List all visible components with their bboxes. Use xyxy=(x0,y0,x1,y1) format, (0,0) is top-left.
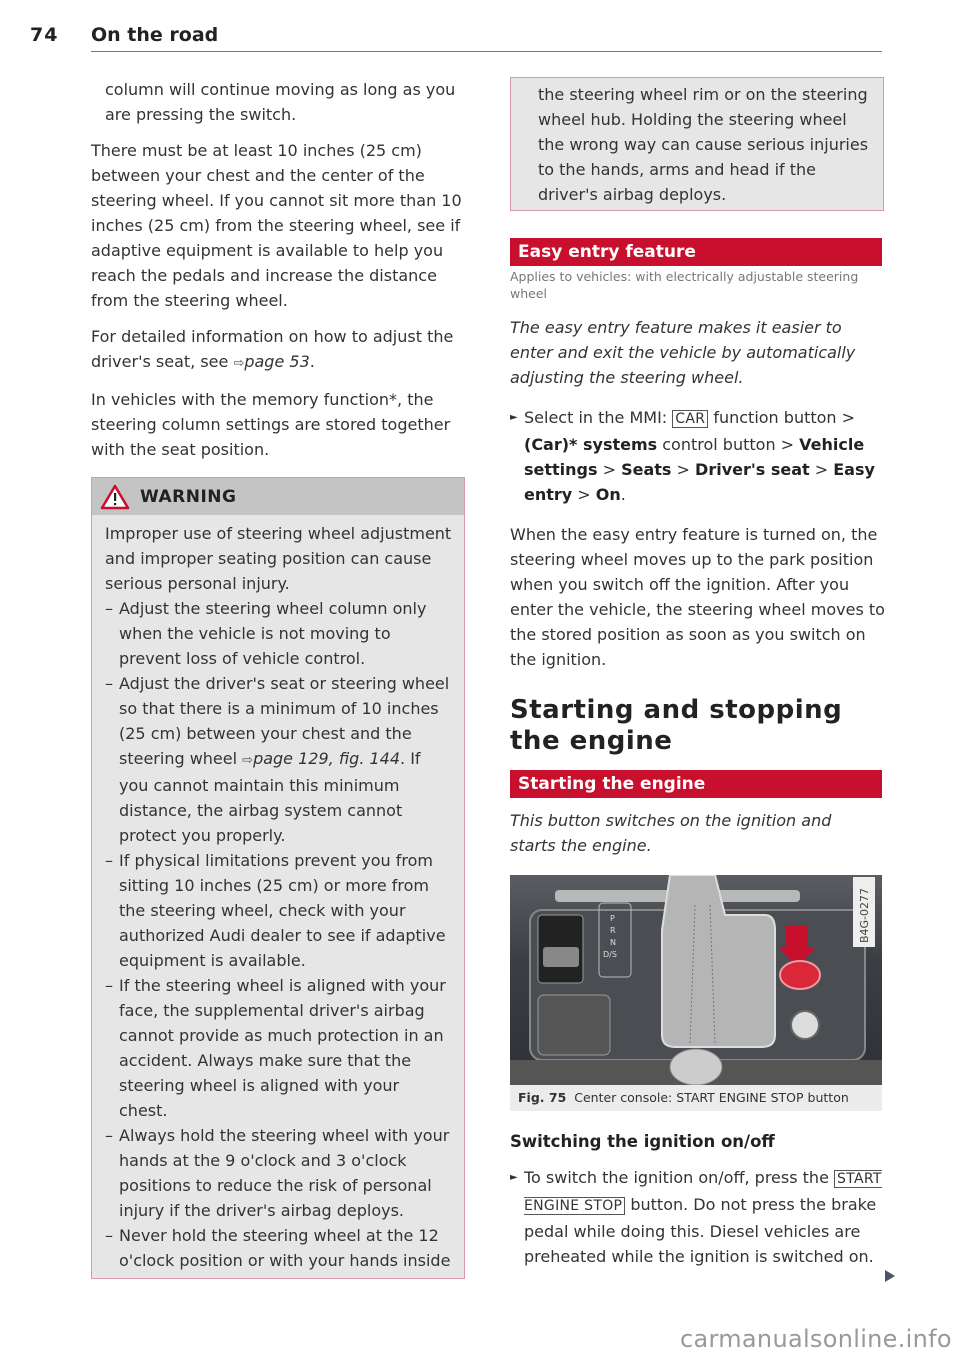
warning-item: – Adjust the driver's seat or steering wheel so that there is a minimum of 10 inches (25 cm) between your chest and the steering wheel ⇨page 129, fig. 144. If you cannot maintain this minimum distance, the airbag system cannot protect you properly. xyxy=(105,674,450,845)
section-title: On the road xyxy=(91,24,219,46)
paragraph-memory: In vehicles with the memory function*, the steering column settings are stored together with the seat position. xyxy=(91,390,451,459)
menu-easy-entry[interactable]: Easy entry xyxy=(524,460,875,504)
applies-to-note: Applies to vehicles: with electrically adjustable steering wheel xyxy=(510,269,859,301)
easy-entry-intro: The easy entry feature makes it easier to enter and exit the vehicle by automatically adjusting the steering wheel. xyxy=(510,318,856,387)
warning-intro: Improper use of steering wheel adjustment and improper seating position can cause serious personal injury. xyxy=(105,524,452,593)
watermark: carmanualsonline.info xyxy=(680,1325,952,1353)
warning-continuation: the steering wheel rim or on the steering wheel hub. Holding the steering wheel the wrong way can cause serious injuries to the hands, arms and head if the driver's airbag deploys. xyxy=(538,85,869,204)
reference-arrow-icon: ⇨ xyxy=(242,753,254,768)
ignition-heading: Switching the ignition on/off xyxy=(510,1132,775,1151)
paragraph-seat-reference: For detailed information on how to adjust the driver's seat, see ⇨page 53. xyxy=(91,327,454,371)
warning-title: WARNING xyxy=(140,486,237,507)
warning-item: – If the steering wheel is aligned with your face, the supplemental driver's airbag cannot provide as much protection in an accident. Always make sure that the steering wheel is aligned with your chest. xyxy=(105,976,446,1120)
easy-entry-content xyxy=(510,315,885,683)
svg-text:D/S: D/S xyxy=(603,950,617,959)
warning-body xyxy=(92,515,464,1279)
mmi-instruction: ► Select in the MMI: CAR function button > (Car)* systems control button > Vehicle settings > Seats > Driver's seat > Easy entry > On. xyxy=(510,405,885,507)
warning-header xyxy=(92,478,464,515)
warning-item: – If physical limitations prevent you from sitting 10 inches (25 cm) or more from the steering wheel, check with your authorized Audi dealer to see if adaptive equipment is available. xyxy=(105,851,446,970)
svg-text:P: P xyxy=(610,914,615,923)
header-divider xyxy=(91,51,882,52)
figure-caption: Fig. 75 Center console: START ENGINE STOP button xyxy=(510,1085,882,1111)
figure-number: Fig. 75 xyxy=(518,1090,567,1105)
easy-entry-heading: Easy entry feature xyxy=(510,238,882,266)
paragraph-continuation: column will continue moving as long as you are pressing the switch. xyxy=(105,80,456,124)
page-link[interactable]: page 53 xyxy=(244,352,310,371)
bullet-triangle-icon: ► xyxy=(510,1172,518,1183)
menu-car-systems[interactable]: (Car)* systems xyxy=(524,435,658,454)
figure-code: B4G-0277 xyxy=(858,887,871,943)
svg-text:N: N xyxy=(610,938,616,947)
warning-item: – Adjust the steering wheel column only when the vehicle is not moving to prevent loss of vehicle control. xyxy=(105,599,427,668)
bullet-triangle-icon: ► xyxy=(510,412,518,423)
center-console-illustration xyxy=(510,875,882,1085)
page-link[interactable]: page 129, fig. 144 xyxy=(253,749,401,768)
easy-entry-description: When the easy entry feature is turned on, the steering wheel moves up to the park position when you switch off the ignition. After you enter the vehicle, the steering wheel moves to the stored position as soon as you switch on the ignition. xyxy=(510,525,885,669)
paragraph-distance: There must be at least 10 inches (25 cm) between your chest and the center of the steering wheel. If you cannot sit more than 10 inches (25 cm) from the steering wheel, see if adaptive equipment is available to help you reach the pedals and increase the distance from the steering wheel. xyxy=(91,141,462,310)
center-console-figure xyxy=(510,875,882,1085)
chapter-heading: Starting and stopping the engine xyxy=(510,695,843,756)
starting-engine-heading: Starting the engine xyxy=(510,770,882,798)
warning-box xyxy=(91,477,465,1279)
ignition-instruction: ► To switch the ignition on/off, press the START ENGINE STOP button. Do not press the brake pedal while doing this. Diesel vehicles are preheated while the ignition is switched on. xyxy=(510,1165,885,1269)
warning-item: – Never hold the steering wheel at the 12 o'clock position or with your hands inside xyxy=(105,1226,451,1270)
left-column xyxy=(91,77,466,473)
warning-item: – Always hold the steering wheel with your hands at the 9 o'clock and 3 o'clock positions to reduce the risk of personal injury if the driver's airbag deploys. xyxy=(105,1126,450,1220)
starting-engine-intro: This button switches on the ignition and starts the engine. xyxy=(510,811,832,855)
menu-drivers-seat[interactable]: Driver's seat xyxy=(695,460,810,479)
reference-arrow-icon: ⇨ xyxy=(233,356,245,371)
warning-triangle-icon xyxy=(100,484,130,510)
start-engine-stop-button[interactable]: START ENGINE STOP xyxy=(524,1171,882,1214)
menu-vehicle-settings[interactable]: Vehicle settings xyxy=(524,435,865,479)
svg-text:R: R xyxy=(610,926,616,935)
page-number: 74 xyxy=(30,24,59,46)
menu-seats[interactable]: Seats xyxy=(621,460,672,479)
menu-on[interactable]: On xyxy=(595,485,621,504)
car-function-button[interactable]: CAR xyxy=(672,410,708,428)
warning-box-continued xyxy=(510,77,884,211)
continue-arrow-icon xyxy=(885,1270,895,1282)
